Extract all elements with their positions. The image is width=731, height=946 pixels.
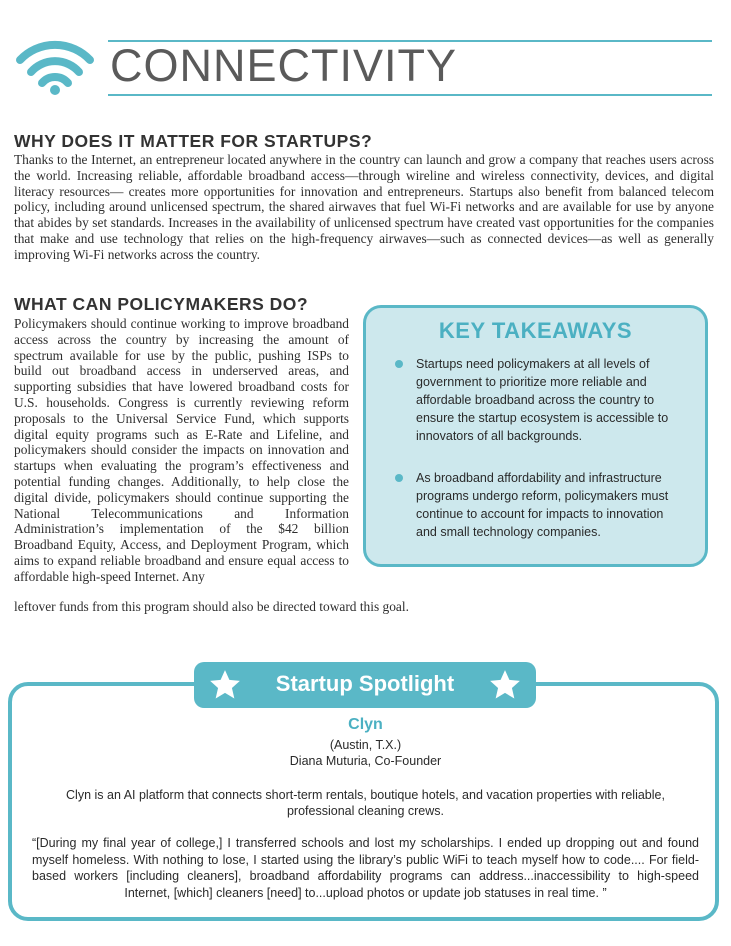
bullet-icon [395,474,403,482]
founder-quote: “[During my final year of college,] I transferred schools and lost my scholarships. I ended up dropping out and found myself homeless. With nothing to lose, I started using the library’s public WiFi to teach myself how to code.... For field-based workers [including cleaners], broadband affordability programs can address...inaccessibility to high-speed Internet, [which] cleaners [need] to...upload photos or update job statuses in real time. ” [32,836,699,900]
section-heading-policymakers: WHAT CAN POLICYMAKERS DO? [14,294,309,314]
section-heading-why: WHY DOES IT MATTER FOR STARTUPS? [14,131,373,151]
company-description: Clyn is an AI platform that connects short-term rentals, boutique hotels, and vacation properties with reliable, professional cleaning crews. [66,788,665,818]
spotlight-title: Startup Spotlight [275,671,455,696]
takeaway-item [416,469,676,541]
header-rule-bottom [108,94,712,96]
spotlight-banner [194,662,536,708]
company-name: Clyn [348,716,383,733]
key-takeaways-box [363,305,708,567]
company-location: (Austin, T.X.) [329,738,402,752]
star-icon [488,668,522,702]
company-founder: Diana Muturia, Co-Founder [289,754,442,768]
section-body-policymakers: Policymakers should continue working to improve broadband access across the country by increasing the amount of spectrum available for use by the public, pushing ISPs to build out broadband access in underserved areas, and supporting subsidies that have lowered broadband costs for U.S. households. Congress is currently reviewing reform proposals to the Universal Service Fund, which supports digital equity programs such as E-Rate and Lifeline, and policymakers should consider the impacts on innovation and startups when evaluating the program’s effectiveness and potential funding changes. Additionally, to help close the digital divide, policymakers should continue supporting the National Telecommunications and Information Administration’s implementation of the $42 billion Broadband Equity, Access, and Deployment Program, which aims to expand reliable broadband and ensure equal access to affordable high-speed Internet. Any [14,316,349,584]
bullet-icon [395,360,403,368]
wifi-icon [14,34,96,96]
takeaway-text: Startups need policymakers at all levels of government to prioritize more reliable and affordable broadband across the country to ensure the startup ecosystem is accessible to innovators of all backgrounds. [416,357,669,443]
key-takeaways-title: KEY TAKEAWAYS [438,318,633,343]
section-body-why: Thanks to the Internet, an entrepreneur located anywhere in the country can launch and grow a company that reaches users across the world. Increasing reliable, affordable broadband access—through wireline and wireless connectivity, devices, and digital literacy resources— creates more opportunities for innovation and entrepreneurs. Startups also benefit from balanced telecom policy, including around unlicensed spectrum, the shared airwaves that fuel Wi-Fi networks and are available for use by anyone that abides by set standards. Increases in the availability of unlicensed spectrum have created vast opportunities for the companies that make and use technology that relies on the high-frequency airwaves—such as connected devices—as well as generally improving Wi-Fi networks across the country. [14,152,714,262]
takeaway-text: As broadband affordability and infrastructure programs undergo reform, policymakers must continue to account for impacts to innovation and small technology companies. [416,471,669,539]
takeaway-item [416,355,676,445]
section-body-policymakers-tail: leftover funds from this program should also be directed toward this goal. [14,599,409,614]
page-title: CONNECTIVITY [110,40,458,91]
